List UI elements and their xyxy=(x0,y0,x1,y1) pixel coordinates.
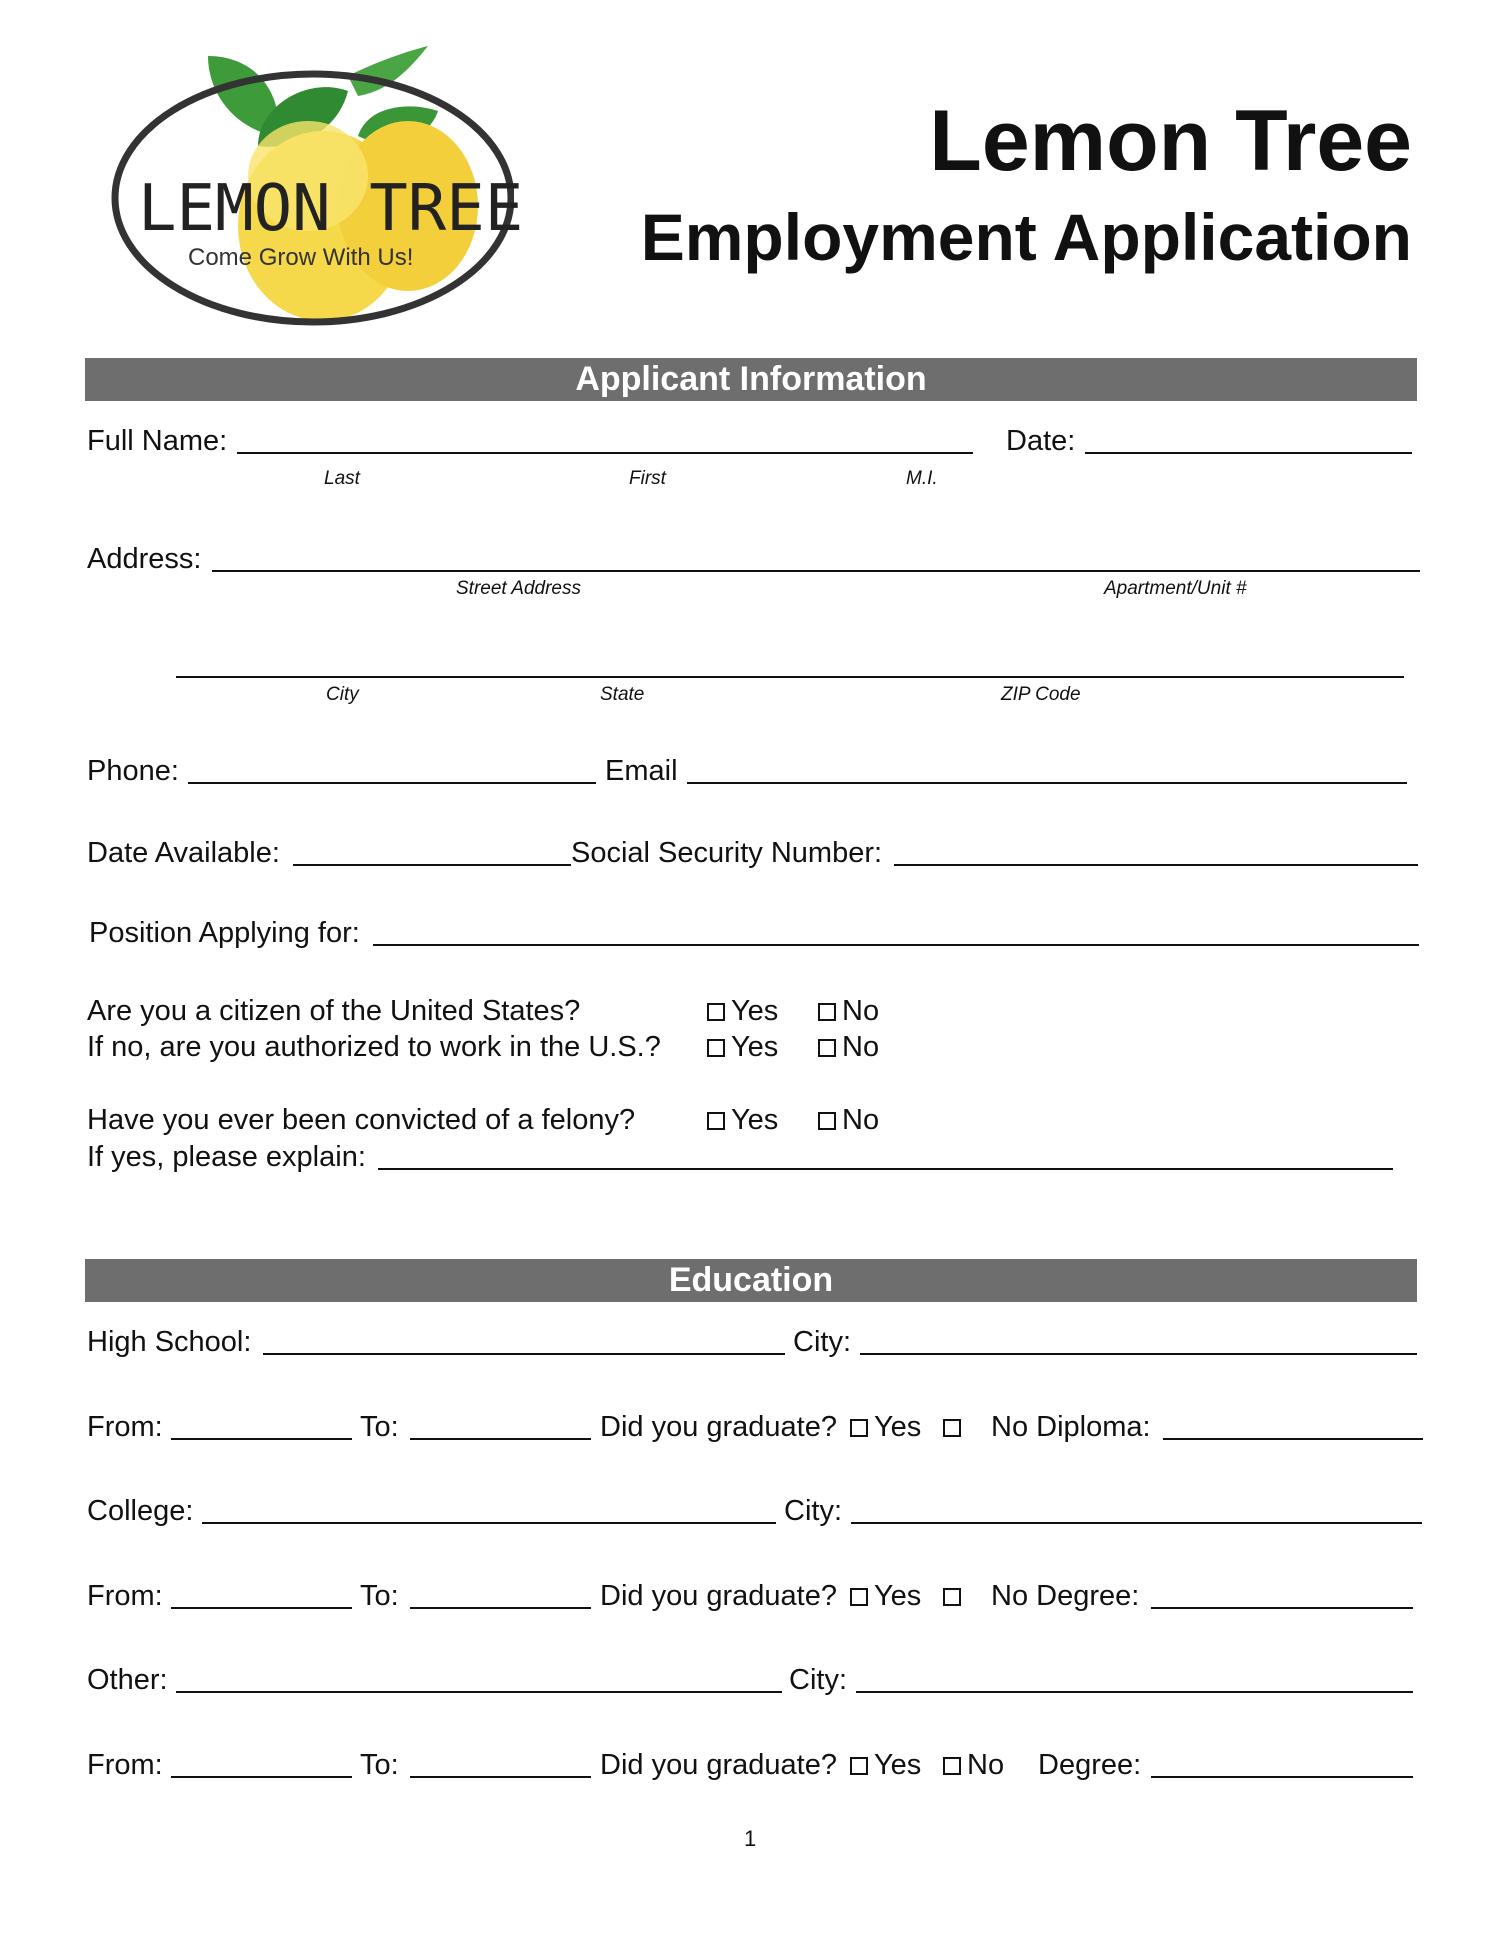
high-school-label: High School: xyxy=(87,1326,252,1358)
hs-to-field[interactable] xyxy=(410,1438,591,1440)
other-degree-label: Degree: xyxy=(1038,1749,1142,1781)
other-to-field[interactable] xyxy=(410,1776,591,1778)
address-field[interactable] xyxy=(212,570,1420,572)
page-number: 1 xyxy=(744,1826,757,1851)
other-city-field[interactable] xyxy=(856,1691,1413,1693)
other-yes-label: Yes xyxy=(874,1749,922,1781)
citizen-question: Are you a citizen of the United States? xyxy=(87,995,581,1027)
hs-from-label: From: xyxy=(87,1411,163,1443)
checkbox-icon xyxy=(818,1039,836,1057)
college-yes-label: Yes xyxy=(874,1580,922,1612)
checkbox-icon xyxy=(943,1419,961,1437)
checkbox-icon xyxy=(943,1757,961,1775)
email-field[interactable] xyxy=(687,782,1407,784)
authorized-no-label: No xyxy=(842,1031,880,1063)
phone-field[interactable] xyxy=(188,782,596,784)
other-no-checkbox[interactable] xyxy=(943,1748,1004,1782)
college-from-label: From: xyxy=(87,1580,163,1612)
explain-field[interactable] xyxy=(378,1168,1393,1170)
name-sub-last: Last xyxy=(324,468,360,489)
address-sub-state: State xyxy=(600,684,645,705)
email-label: Email xyxy=(605,755,678,787)
high-school-city-label: City: xyxy=(793,1326,851,1358)
logo-name: LEMON TREE xyxy=(138,172,524,246)
hs-no-diploma-label: No Diploma: xyxy=(991,1411,1151,1443)
address-sub-zip: ZIP Code xyxy=(1001,684,1081,705)
felony-yes-label: Yes xyxy=(731,1104,779,1136)
authorized-yes-checkbox[interactable] xyxy=(707,1030,778,1064)
checkbox-icon xyxy=(850,1588,868,1606)
hs-to-label: To: xyxy=(360,1411,399,1443)
date-label: Date: xyxy=(1006,425,1076,457)
hs-yes-label: Yes xyxy=(874,1411,922,1443)
position-label: Position Applying for: xyxy=(89,917,360,949)
other-from-field[interactable] xyxy=(171,1776,352,1778)
page-title: Employment Application xyxy=(640,200,1412,274)
address-label: Address: xyxy=(87,543,202,575)
section-education: Education xyxy=(85,1259,1417,1302)
college-label: College: xyxy=(87,1495,194,1527)
checkbox-icon xyxy=(943,1588,961,1606)
other-degree-field[interactable] xyxy=(1151,1776,1413,1778)
felony-yes-checkbox[interactable] xyxy=(707,1103,778,1137)
hs-from-field[interactable] xyxy=(171,1438,352,1440)
checkbox-icon xyxy=(707,1039,725,1057)
checkbox-icon xyxy=(707,1003,725,1021)
felony-no-checkbox[interactable] xyxy=(818,1103,879,1137)
ssn-field[interactable] xyxy=(894,864,1418,866)
other-yes-checkbox[interactable] xyxy=(850,1748,921,1782)
college-degree-field[interactable] xyxy=(1151,1607,1413,1609)
hs-yes-checkbox[interactable] xyxy=(850,1410,921,1444)
authorized-yes-label: Yes xyxy=(731,1031,779,1063)
date-available-field[interactable] xyxy=(293,864,571,866)
explain-label: If yes, please explain: xyxy=(87,1141,366,1173)
logo-tagline: Come Grow With Us! xyxy=(188,244,414,271)
date-field[interactable] xyxy=(1085,452,1412,454)
company-title: Lemon Tree xyxy=(929,93,1412,189)
checkbox-icon xyxy=(707,1112,725,1130)
position-field[interactable] xyxy=(373,944,1419,946)
college-yes-checkbox[interactable] xyxy=(850,1579,921,1613)
name-sub-mi: M.I. xyxy=(906,468,938,489)
address-sub-street: Street Address xyxy=(456,578,581,599)
citizen-no-checkbox[interactable] xyxy=(818,994,879,1028)
date-available-label: Date Available: xyxy=(87,837,280,869)
college-city-label: City: xyxy=(784,1495,842,1527)
authorized-question: If no, are you authorized to work in the U.S.? xyxy=(87,1031,661,1063)
college-from-field[interactable] xyxy=(171,1607,352,1609)
high-school-city-field[interactable] xyxy=(860,1353,1417,1355)
college-city-field[interactable] xyxy=(851,1522,1422,1524)
checkbox-icon xyxy=(850,1419,868,1437)
checkbox-icon xyxy=(818,1003,836,1021)
ssn-label: Social Security Number: xyxy=(571,837,883,869)
hs-diploma-field[interactable] xyxy=(1163,1438,1423,1440)
citizen-yes-checkbox[interactable] xyxy=(707,994,778,1028)
citizen-no-label: No xyxy=(842,995,880,1027)
other-city-label: City: xyxy=(789,1664,847,1696)
college-graduate-question: Did you graduate? xyxy=(600,1580,837,1612)
authorized-no-checkbox[interactable] xyxy=(818,1030,879,1064)
felony-question: Have you ever been convicted of a felony? xyxy=(87,1104,636,1136)
full-name-field[interactable] xyxy=(237,452,973,454)
college-no-degree-label: No Degree: xyxy=(991,1580,1140,1612)
phone-label: Phone: xyxy=(87,755,179,787)
other-to-label: To: xyxy=(360,1749,399,1781)
citizen-yes-label: Yes xyxy=(731,995,779,1027)
felony-no-label: No xyxy=(842,1104,880,1136)
college-no-checkbox[interactable] xyxy=(943,1579,967,1613)
full-name-label: Full Name: xyxy=(87,425,228,457)
logo xyxy=(108,36,524,326)
other-field[interactable] xyxy=(176,1691,782,1693)
hs-graduate-question: Did you graduate? xyxy=(600,1411,837,1443)
address-sub-apartment: Apartment/Unit # xyxy=(1104,578,1247,599)
high-school-field[interactable] xyxy=(263,1353,785,1355)
college-field[interactable] xyxy=(202,1522,776,1524)
name-sub-first: First xyxy=(629,468,666,489)
other-graduate-question: Did you graduate? xyxy=(600,1749,837,1781)
section-applicant-information: Applicant Information xyxy=(85,358,1417,401)
checkbox-icon xyxy=(818,1112,836,1130)
other-from-label: From: xyxy=(87,1749,163,1781)
college-to-label: To: xyxy=(360,1580,399,1612)
college-to-field[interactable] xyxy=(410,1607,591,1609)
address-sub-city: City xyxy=(326,684,359,705)
hs-no-checkbox[interactable] xyxy=(943,1410,967,1444)
checkbox-icon xyxy=(850,1757,868,1775)
other-no-label: No xyxy=(967,1749,1005,1781)
city-state-zip-field[interactable] xyxy=(176,676,1404,678)
other-label: Other: xyxy=(87,1664,168,1696)
